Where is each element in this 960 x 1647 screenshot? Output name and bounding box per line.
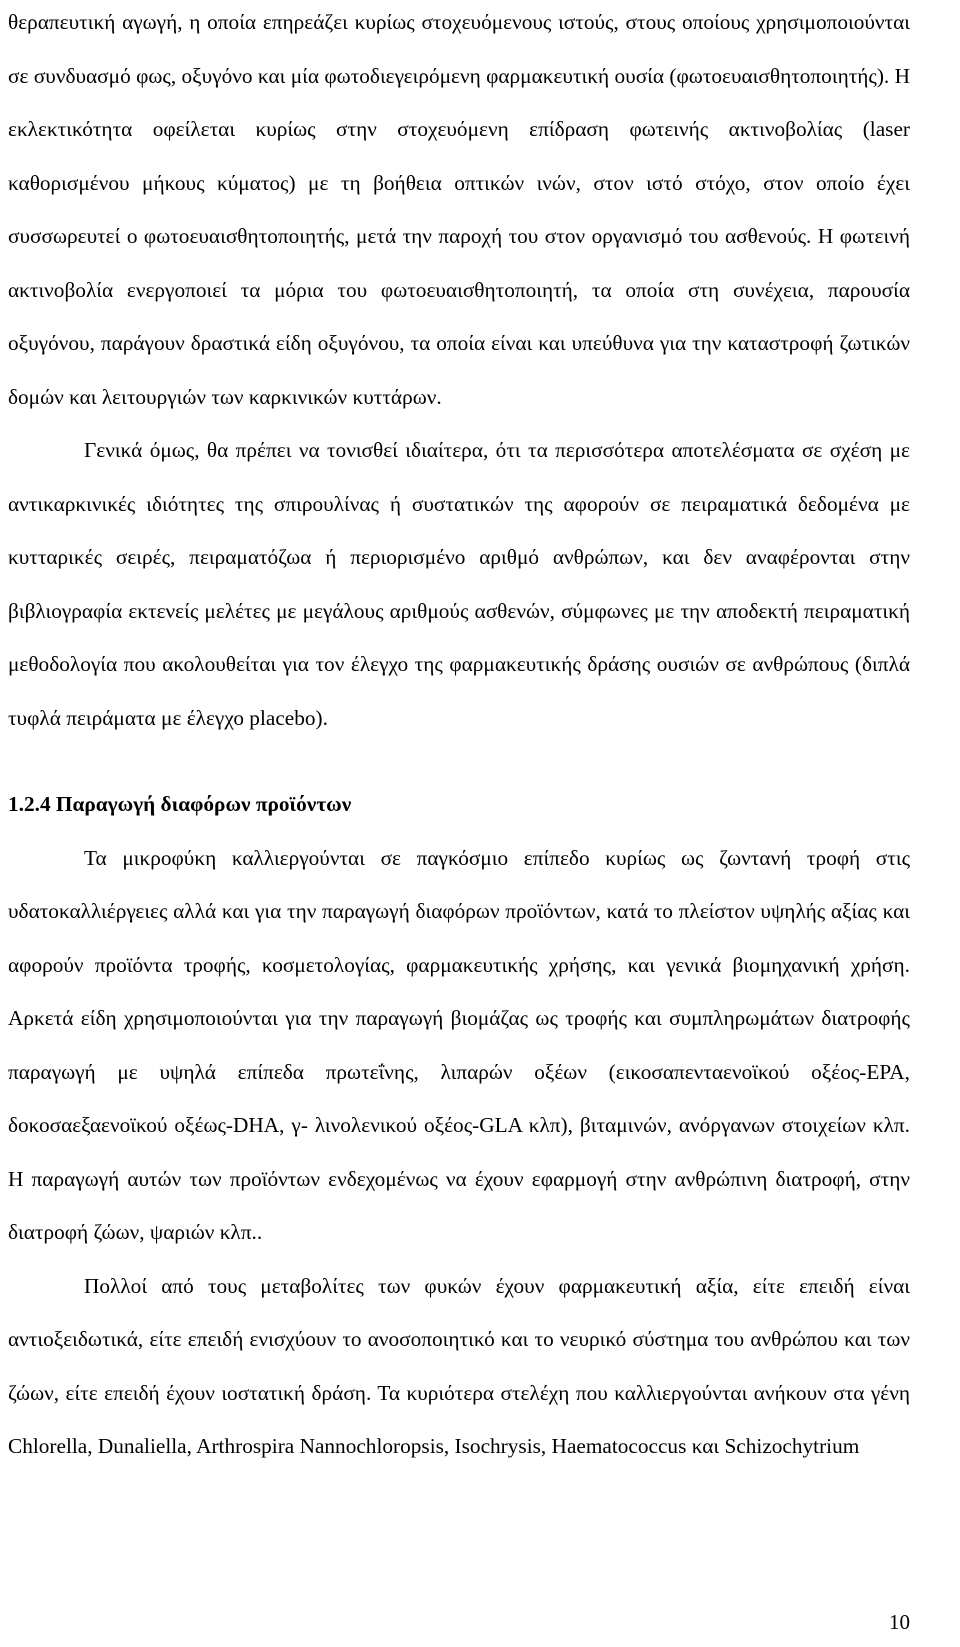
paragraph-photodynamic-therapy: θεραπευτική αγωγή, η οποία επηρεάζει κυρίως στοχευόμενους ιστούς, στους οποίους χρησιμοποιούνται σε συνδυασμό φως, οξυγόνο και μία φωτοδιεγειρόμενη φαρμακευτική ουσία (φωτοευαισθητοποιητής). Η εκλεκτικότητα οφείλεται κυρίως στην στοχευόμενη επίδραση φωτεινής ακτινοβολίας (laser καθορισμένου μήκους κύματος) με τη βοήθεια οπτικών ινών, στον ιστό στόχο, στον οποίο έχει συσσωρευτεί ο φωτοευαισθητοποιητής, μετά την παροχή του στον οργανισμό του ασθενούς. Η φωτεινή ακτινοβολία ενεργοποιεί τα μόρια του φωτοευαισθητοποιητή, τα οποία στη συνέχεια, παρουσία οξυγόνου, παράγουν δραστικά είδη οξυγόνου, τα οποία είναι και υπεύθυνα για την καταστροφή ζωτικών δομών και λειτουργιών των καρκινικών κυττάρων.	[8, 10, 910, 409]
section-heading: 1.2.4 Παραγωγή διαφόρων προϊόντων	[8, 792, 352, 816]
page-number: 10	[889, 1610, 910, 1634]
paragraph-metabolites-value: Πολλοί από τους μεταβολίτες των φυκών έχουν φαρμακευτική αξία, είτε επειδή είναι αντιοξειδωτικά, είτε επειδή ενισχύουν το ανοσοποιητικό και το νευρικό σύστημα του ανθρώπου και των ζώων, είτε επειδή έχουν ιοστατική δράση. Τα κυριότερα στελέχη που καλλιεργούνται ανήκουν στα γένη Chlorella, Dunaliella, Arthrospira Nannochloropsis, Isochrysis, Haematococcus και Schizochytrium	[8, 1273, 910, 1458]
section-spacer	[8, 745, 910, 778]
document-page	[8, 0, 910, 1474]
paragraph-microalgae-production: Τα μικροφύκη καλλιεργούνται σε παγκόσμιο επίπεδο κυρίως ως ζωντανή τροφή στις υδατοκαλλιέργειες αλλά και για την παραγωγή διαφόρων προϊόντων, κατά το πλείστον υψηλής αξίας και αφορούν προϊόντα τροφής, κοσμετολογίας, φαρμακευτικής χρήσης, και γενικά βιομηχανική χρήση. Αρκετά είδη χρησιμοποιούνται για την παραγωγή βιομάζας ως τροφής και συμπληρωμάτων διατροφής παραγωγή με υψηλά επίπεδα πρωτεΐνης, λιπαρών οξέων (εικοσαπενταενοϊκού οξέος-EPA, δοκοσαεξαενοϊκού οξέως-DHA, γ- λινολενικού οξέος-GLA κλπ), βιταμινών, ανόργανων στοιχείων κλπ. Η παραγωγή αυτών των προϊόντων ενδεχομένως να έχουν εφαρμογή στην ανθρώπινη διατροφή, στην διατροφή ζώων, ψαριών κλπ..	[8, 845, 910, 1244]
paragraph-spirulina-evidence: Γενικά όμως, θα πρέπει να τονισθεί ιδιαίτερα, ότι τα περισσότερα αποτελέσματα σε σχέση με αντικαρκινικές ιδιότητες της σπιρουλίνας ή συστατικών της αφορούν σε πειραματικά δεδομένα με κυτταρικές σειρές, πειραματόζωα ή περιορισμένο αριθμό ανθρώπων, και δεν αναφέρονται στην βιβλιογραφία εκτενείς μελέτες με μεγάλους αριθμούς ασθενών, σύμφωνες με την αποδεκτή πειραματική μεθοδολογία που ακολουθείται για τον έλεγχο της φαρμακευτικής δράσης ουσιών σε ανθρώπους (διπλά τυφλά πειράματα με έλεγχο placebo).	[8, 438, 910, 730]
